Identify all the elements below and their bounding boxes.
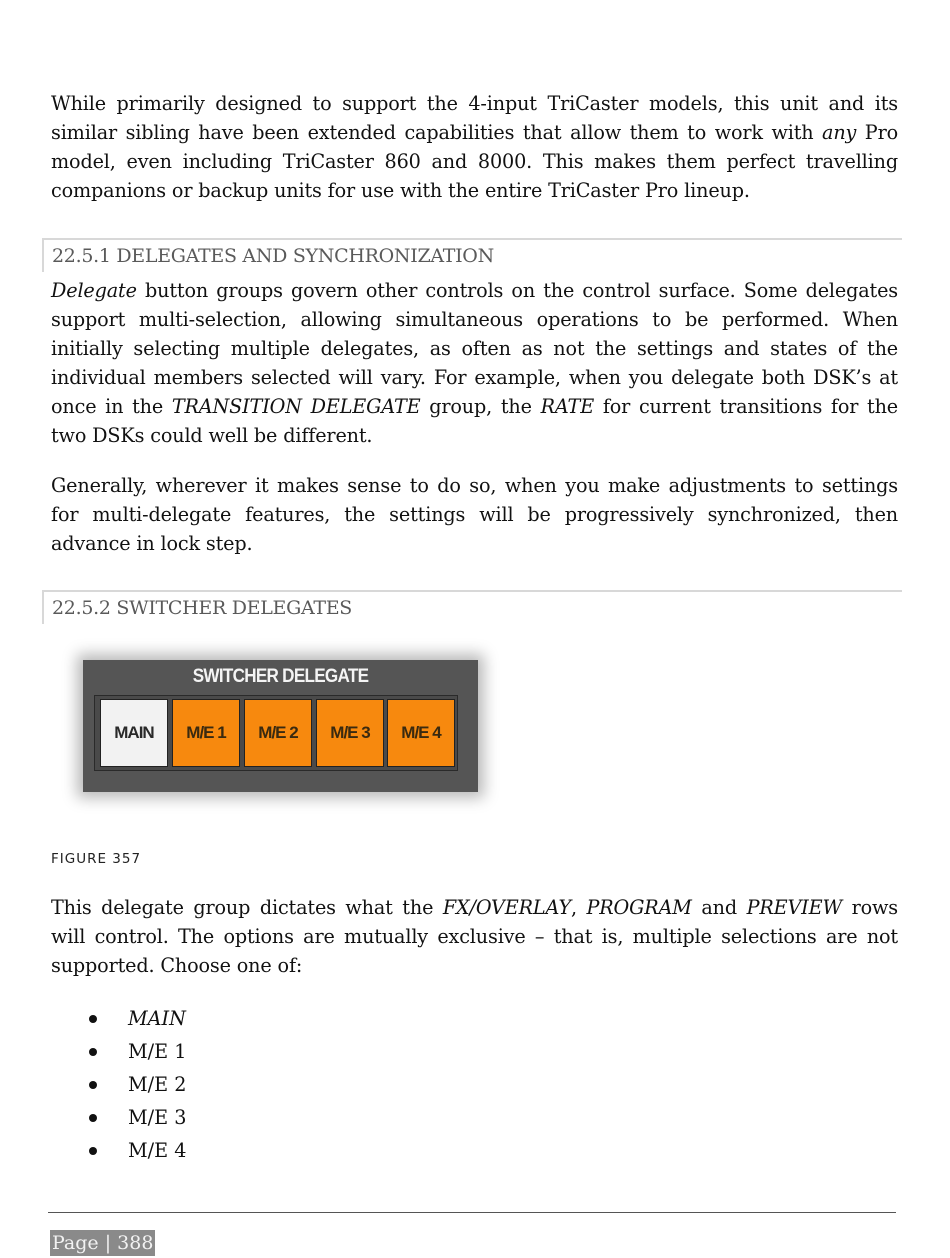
switcher-text-1: This delegate group dictates what the (51, 896, 443, 919)
figure-caption: FIGURE 357 (51, 851, 142, 867)
switcher-text-3: and (691, 896, 747, 919)
switcher-delegates-paragraph (51, 893, 898, 980)
emphasis-preview: PREVIEW (746, 896, 843, 919)
intro-text-1: While primarily designed to support the 4-input TriCaster models, this unit and its similar sibling have been extended capabilities that allow them to work with (51, 92, 898, 144)
emphasis-fx-overlay: FX/OVERLAY (442, 896, 571, 919)
delegate-button-me2[interactable]: M/E 2 (244, 699, 312, 767)
page-number-label: Page | 388 (52, 1232, 154, 1254)
switcher-text-4: rows will control. The options are mutually exclusive – that is, multiple selections are not supported. Choose one of: (51, 896, 898, 977)
bullet-icon (89, 1048, 97, 1056)
option-me3: M/E 3 (128, 1106, 187, 1129)
option-me4: M/E 4 (128, 1139, 187, 1162)
switcher-delegate-title: SWITCHER DELEGATE (192, 666, 369, 687)
option-me1: M/E 1 (128, 1040, 187, 1063)
delegate-button-me1[interactable]: M/E 1 (172, 699, 240, 767)
section-heading-delegates (42, 238, 902, 272)
switcher-text-2: , (570, 896, 587, 919)
delegates-text-1: button groups govern other controls on the control surface. Some delegates support multi-selection, allowing simultaneous operations to be performed. When initially selecting multiple delegates, as often as not the settings and states of the individual members selected will vary. For example, when you delegate both DSK’s at once in the (51, 279, 898, 418)
delegates-text-2: group, the (420, 395, 541, 418)
delegates-text-3: for current transitions for the two DSKs could well be different. (51, 395, 898, 447)
delegate-button-me4[interactable]: M/E 4 (387, 699, 455, 767)
option-main: MAIN (128, 1007, 186, 1030)
section-heading-switcher-delegates-text: 22.5.2 SWITCHER DELEGATES (52, 597, 353, 619)
emphasis-transition-delegate: TRANSITION DELEGATE (171, 395, 421, 418)
bullet-icon (89, 1114, 97, 1122)
section-heading-delegates-text: 22.5.1 DELEGATES AND SYNCHRONIZATION (52, 245, 494, 267)
switcher-delegate-figure (83, 660, 478, 792)
intro-text-2: Pro model, even including TriCaster 860 and 8000. This makes them perfect travelling companions or backup units for use with the entire TriCaster Pro lineup. (51, 121, 898, 202)
delegates-paragraph-1 (51, 276, 898, 450)
emphasis-delegate: Delegate (51, 279, 137, 302)
emphasis-program: PROGRAM (586, 896, 692, 919)
delegates-paragraph-2: Generally, wherever it makes sense to do so, when you make adjustments to settings for multi-delegate features, the settings will be progressively synchronized, then advance in lock step. (51, 474, 898, 555)
intro-paragraph (51, 89, 898, 205)
bullet-icon (89, 1081, 97, 1089)
emphasis-rate: RATE (540, 395, 595, 418)
footer-divider (48, 1212, 896, 1213)
switcher-delegate-button-row (94, 695, 458, 771)
option-me2: M/E 2 (128, 1073, 187, 1096)
intro-emphasis-any: any (822, 121, 857, 144)
bullet-icon (89, 1015, 97, 1023)
section-heading-switcher-delegates (42, 590, 902, 624)
delegate-button-me3[interactable]: M/E 3 (316, 699, 384, 767)
delegate-button-main[interactable]: MAIN (100, 699, 168, 767)
bullet-icon (89, 1147, 97, 1155)
